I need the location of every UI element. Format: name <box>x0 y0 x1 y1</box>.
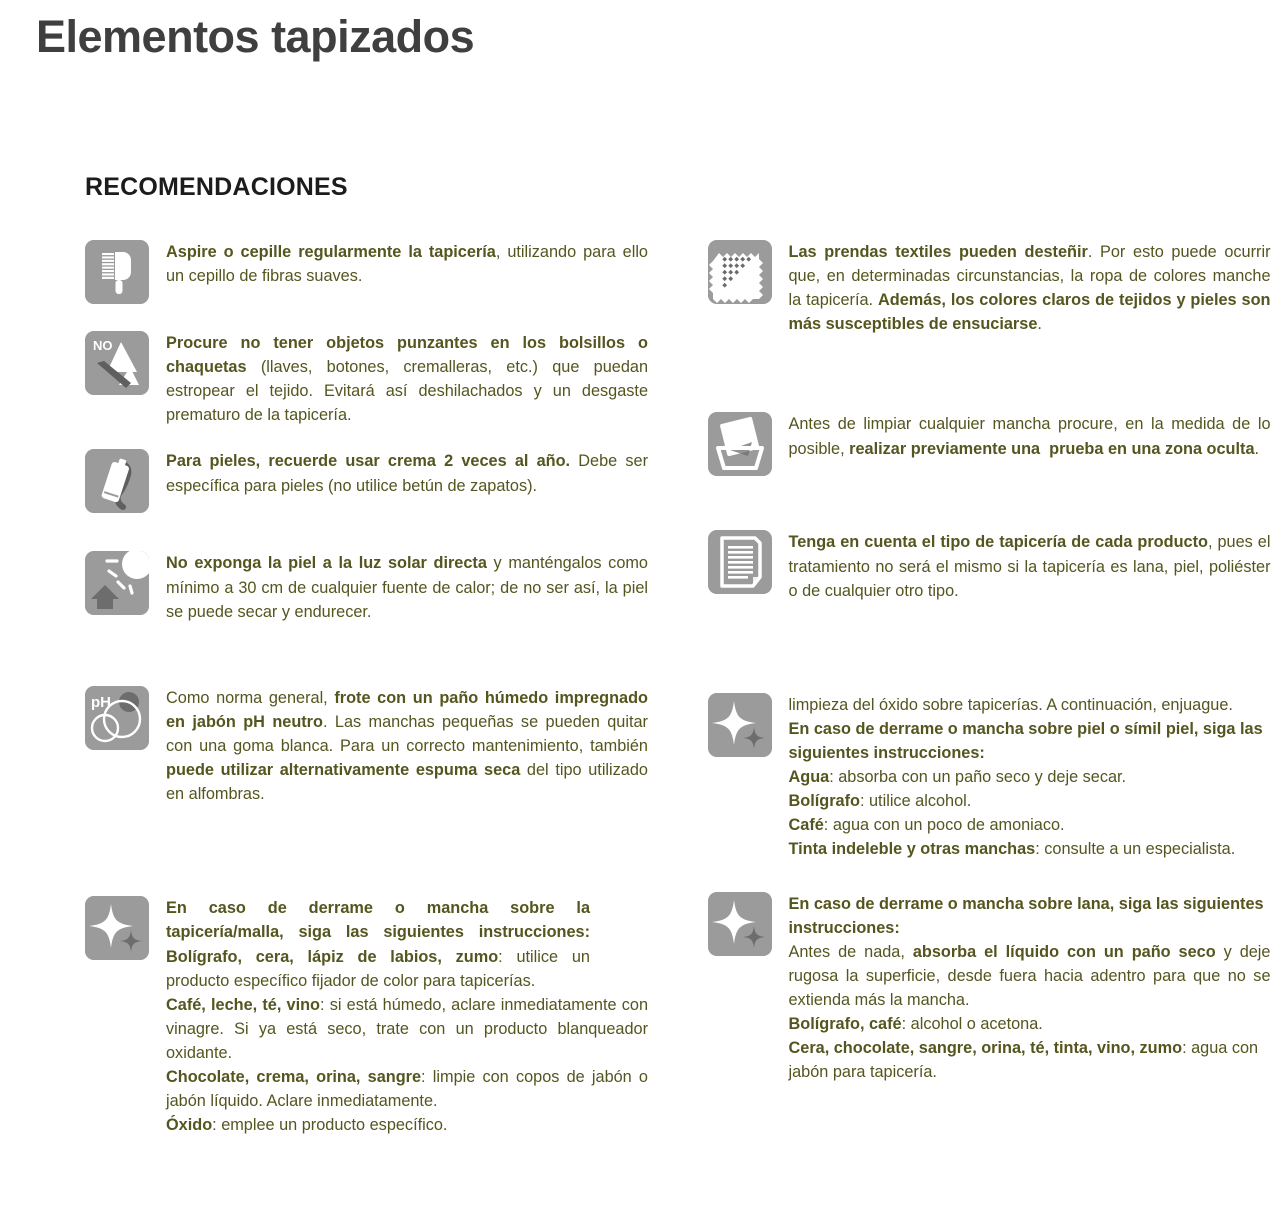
leather-cream-icon <box>85 449 149 513</box>
page-title: Elementos tapizados <box>36 11 475 62</box>
recommendation-text: Como norma general, frote con un paño húmedo impregnado en jabón pH neutro. Las manchas pequeñas se pueden quitar con una goma blanca. Para un correcto mantenimiento, también puede utilizar alternativamente espuma seca del tipo utilizado en alfombras. <box>166 688 648 804</box>
recommendation-text: Aspire o cepille regularmente la tapicería, utilizando para ello un cepillo de fibras suaves. <box>166 243 648 286</box>
wash-bucket-icon <box>708 412 772 476</box>
recommendation-item <box>85 331 658 427</box>
left-column <box>0 240 658 1155</box>
recommendation-text: Para pieles, recuerde usar crema 2 veces al año. Debe ser específica para pieles (no utilice betún de zapatos). <box>166 452 648 495</box>
sparkle-icon <box>85 896 149 960</box>
document-icon <box>708 530 772 594</box>
sun-heat-icon <box>85 551 149 615</box>
recommendation-item <box>708 530 1280 602</box>
recommendation-text: limpieza del óxido sobre tapicerías. A continuación, enjuague. En caso de derrame o mancha sobre piel o símil piel, siga las siguientes instrucciones: Agua: absorba con un paño seco y deje secar. Bolígrafo: utilice alcohol. Café: agua con un poco de amoniaco. Tinta indeleble y otras manchas: consulte a un especialista. <box>788 695 1263 859</box>
brush-icon <box>85 240 149 304</box>
recommendation-item <box>708 693 1280 862</box>
no-sharp-objects-icon <box>85 331 149 395</box>
recommendation-item <box>85 449 658 513</box>
recommendation-item <box>85 686 658 807</box>
recommendation-item <box>708 892 1280 1085</box>
recommendation-item <box>85 896 658 1137</box>
svg-text:pH: pH <box>91 693 111 711</box>
content-columns <box>0 240 1280 1155</box>
svg-text:NO: NO <box>93 338 113 353</box>
fabric-swatch-icon <box>708 240 772 304</box>
recommendation-text: Antes de limpiar cualquier mancha procure, en la medida de lo posible, realizar previamente una prueba en una zona oculta. <box>788 415 1271 458</box>
recommendation-text: En caso de derrame o mancha sobre lana, siga las siguientes instrucciones: Antes de nada, absorba el líquido con un paño seco y deje rugosa la superficie, desde fuera hacia adentro para que no se extienda más la mancha. Bolígrafo, café: alcohol o acetona. Cera, chocolate, sangre, orina, té, tinta, vino, zumo: agua con jabón para tapicería. <box>788 894 1271 1082</box>
sparkle-icon <box>708 693 772 757</box>
recommendation-item <box>85 551 658 623</box>
sparkle-icon <box>708 892 772 956</box>
recommendation-text: En caso de derrame o mancha sobre la tapicería/malla, siga las siguientes instrucciones: Bolígrafo, cera, lápiz de labios, zumo: utilice un producto específico fijador de color para tapicerías. Café, leche, té, vino: si está húmedo, aclare inmediatamente con vinagre. Si ya está seco, trate con un producto blanqueador oxidante. Chocolate, crema, orina, sangre: limpie con copos de jabón o jabón líquido. Aclare inmediatamente. Óxido: emplee un producto específico. <box>166 899 649 1135</box>
recommendation-text: Procure no tener objetos punzantes en los bolsillos o chaquetas (llaves, botones, cremalleras, etc.) que puedan estropear el tejido. Evitará así deshilachados y un desgaste prematuro de la tapicería. <box>166 334 648 425</box>
recommendation-text: Tenga en cuenta el tipo de tapicería de cada producto, pues el tratamiento no será el mismo si la tapicería es lana, piel, poliéster o de cualquier otro tipo. <box>788 533 1271 600</box>
recommendation-item <box>708 240 1280 336</box>
recommendation-item <box>708 412 1280 476</box>
recommendation-item <box>85 240 658 304</box>
recommendation-text: No exponga la piel a la luz solar directa y manténgalos como mínimo a 30 cm de cualquier fuente de calor; de no ser así, la piel se puede secar y endurecer. <box>166 554 648 621</box>
section-heading: RECOMENDACIONES <box>85 173 348 201</box>
ph-neutral-icon <box>85 686 149 750</box>
right-column <box>658 240 1280 1155</box>
recommendation-text: Las prendas textiles pueden desteñir. Por esto puede ocurrir que, en determinadas circunstancias, la ropa de colores manche la tapicería. Además, los colores claros de tejidos y pieles son más susceptibles de ensuciarse. <box>788 243 1271 334</box>
